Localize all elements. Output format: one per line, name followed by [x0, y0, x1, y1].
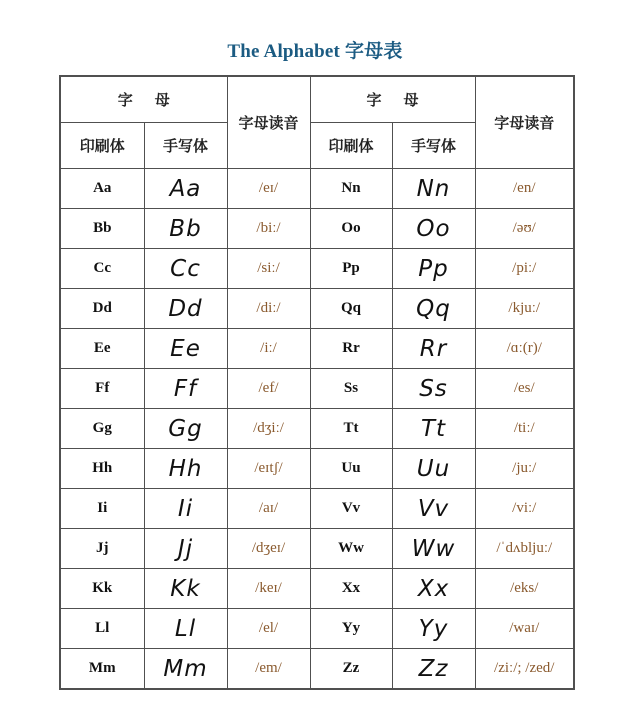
table-row: [60, 289, 574, 329]
letter-handwriting-right: Oo: [392, 209, 475, 249]
letter-pronunciation-left: /biː/: [227, 209, 310, 249]
header-print-right: 印刷体: [310, 123, 392, 169]
page-title: The Alphabet 字母表: [227, 41, 403, 62]
header-letter-group-left: [60, 76, 227, 123]
letter-pronunciation-right: /ziː/; /zed/: [475, 649, 574, 690]
letter-pronunciation-right: /kjuː/: [475, 289, 574, 329]
table-row: [60, 449, 574, 489]
letter-print-left: Hh: [60, 449, 144, 489]
header-handwriting-left: 手写体: [144, 123, 227, 169]
letter-pronunciation-right: /viː/: [475, 489, 574, 529]
letter-print-left: Dd: [60, 289, 144, 329]
letter-print-right: Yy: [310, 609, 392, 649]
letter-print-left: Ff: [60, 369, 144, 409]
header-char: 字: [117, 91, 133, 109]
letter-print-left: Bb: [60, 209, 144, 249]
table-row: [60, 249, 574, 289]
letter-print-right: Vv: [310, 489, 392, 529]
letter-handwriting-left: Aa: [144, 169, 227, 209]
letter-handwriting-left: Mm: [144, 649, 227, 690]
header-handwriting-right: 手写体: [392, 123, 475, 169]
letter-handwriting-right: Qq: [392, 289, 475, 329]
letter-print-right: Rr: [310, 329, 392, 369]
letter-pronunciation-right: /en/: [475, 169, 574, 209]
letter-handwriting-right: Pp: [392, 249, 475, 289]
letter-print-right: Nn: [310, 169, 392, 209]
letter-pronunciation-right: /es/: [475, 369, 574, 409]
letter-print-right: Pp: [310, 249, 392, 289]
letter-print-left: Cc: [60, 249, 144, 289]
header-pronunciation-right: 字母读音: [475, 76, 574, 169]
letter-pronunciation-left: /el/: [227, 609, 310, 649]
letter-pronunciation-left: /em/: [227, 649, 310, 690]
header-char: 母: [403, 91, 419, 109]
letter-print-left: Mm: [60, 649, 144, 690]
letter-print-left: Ee: [60, 329, 144, 369]
letter-pronunciation-right: /waɪ/: [475, 609, 574, 649]
letter-print-left: Ll: [60, 609, 144, 649]
letter-pronunciation-right: /ɑː(r)/: [475, 329, 574, 369]
letter-pronunciation-right: /tiː/: [475, 409, 574, 449]
letter-handwriting-right: Xx: [392, 569, 475, 609]
header-char: 字: [366, 91, 382, 109]
letter-pronunciation-left: /eɪ/: [227, 169, 310, 209]
letter-print-right: Oo: [310, 209, 392, 249]
letter-print-left: Gg: [60, 409, 144, 449]
table-row: [60, 369, 574, 409]
letter-handwriting-right: Uu: [392, 449, 475, 489]
letter-pronunciation-left: /keɪ/: [227, 569, 310, 609]
table-row: [60, 329, 574, 369]
letter-print-right: Ww: [310, 529, 392, 569]
header-char: 母: [154, 91, 170, 109]
letter-print-right: Ss: [310, 369, 392, 409]
letter-pronunciation-right: /juː/: [475, 449, 574, 489]
table-row: [60, 209, 574, 249]
letter-handwriting-right: Nn: [392, 169, 475, 209]
letter-handwriting-left: Jj: [144, 529, 227, 569]
letter-pronunciation-right: /əʊ/: [475, 209, 574, 249]
letter-print-right: Xx: [310, 569, 392, 609]
letter-pronunciation-left: /dʒeɪ/: [227, 529, 310, 569]
letter-handwriting-left: Dd: [144, 289, 227, 329]
table-row: [60, 169, 574, 209]
letter-handwriting-left: Kk: [144, 569, 227, 609]
table-row: [60, 409, 574, 449]
letter-handwriting-right: Rr: [392, 329, 475, 369]
letter-print-right: Zz: [310, 649, 392, 690]
alphabet-table: [59, 75, 575, 690]
table-row: [60, 489, 574, 529]
letter-print-right: Qq: [310, 289, 392, 329]
letter-handwriting-left: Ee: [144, 329, 227, 369]
letter-handwriting-right: Ss: [392, 369, 475, 409]
letter-handwriting-left: Cc: [144, 249, 227, 289]
letter-pronunciation-right: /ˈdʌbljuː/: [475, 529, 574, 569]
letter-pronunciation-left: /ef/: [227, 369, 310, 409]
letter-handwriting-left: Ff: [144, 369, 227, 409]
header-print-left: 印刷体: [60, 123, 144, 169]
letter-pronunciation-left: /aɪ/: [227, 489, 310, 529]
letter-handwriting-right: Tt: [392, 409, 475, 449]
letter-pronunciation-left: /iː/: [227, 329, 310, 369]
table-row: [60, 569, 574, 609]
letter-pronunciation-right: /eks/: [475, 569, 574, 609]
letter-print-left: Ii: [60, 489, 144, 529]
table-row: [60, 529, 574, 569]
letter-pronunciation-left: /siː/: [227, 249, 310, 289]
letter-handwriting-right: Vv: [392, 489, 475, 529]
letter-print-right: Tt: [310, 409, 392, 449]
letter-pronunciation-left: /diː/: [227, 289, 310, 329]
letter-handwriting-right: Yy: [392, 609, 475, 649]
header-pronunciation-left: 字母读音: [227, 76, 310, 169]
letter-handwriting-left: Ii: [144, 489, 227, 529]
table-row: [60, 649, 574, 690]
letter-handwriting-left: Bb: [144, 209, 227, 249]
header-row-group: [60, 76, 574, 123]
letter-handwriting-right: Zz: [392, 649, 475, 690]
letter-print-left: Kk: [60, 569, 144, 609]
letter-print-right: Uu: [310, 449, 392, 489]
letter-handwriting-right: Ww: [392, 529, 475, 569]
letter-print-left: Jj: [60, 529, 144, 569]
letter-pronunciation-right: /piː/: [475, 249, 574, 289]
letter-handwriting-left: Gg: [144, 409, 227, 449]
letter-pronunciation-left: /dʒiː/: [227, 409, 310, 449]
table-row: [60, 609, 574, 649]
header-letter-group-right: [310, 76, 475, 123]
letter-pronunciation-left: /eɪtʃ/: [227, 449, 310, 489]
letter-print-left: Aa: [60, 169, 144, 209]
letter-handwriting-left: Hh: [144, 449, 227, 489]
letter-handwriting-left: Ll: [144, 609, 227, 649]
